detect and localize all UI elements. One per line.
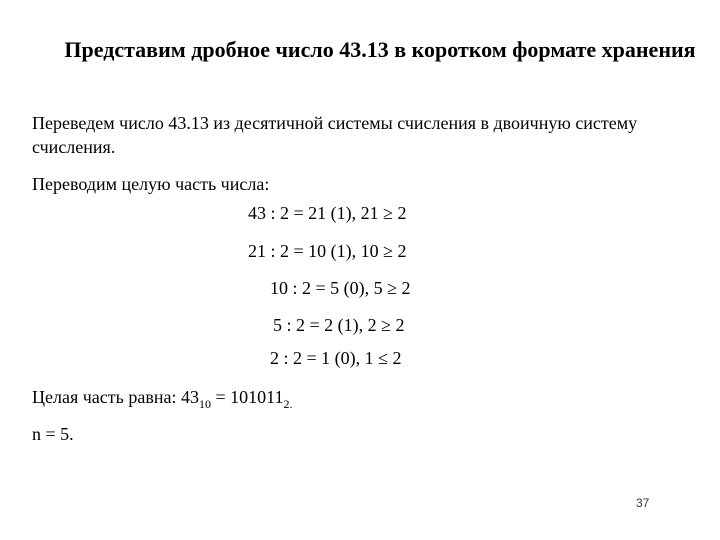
base-two-subscript: 2. (283, 397, 293, 411)
division-step: 21 : 2 = 10 (1), 10 ≥ 2 (248, 241, 407, 261)
division-step: 43 : 2 = 21 (1), 21 ≥ 2 (248, 203, 407, 223)
result-prefix: Целая часть равна: 43 (32, 387, 199, 407)
division-step: 2 : 2 = 1 (0), 1 ≤ 2 (270, 348, 402, 368)
slide-title: Представим дробное число 43.13 в коротком формате хранения (64, 37, 696, 62)
intro-paragraph: Переведем число 43.13 из десятичной системы счисления в двоичную систему счисления. (32, 113, 638, 157)
division-step: 5 : 2 = 2 (1), 2 ≥ 2 (273, 315, 405, 335)
integer-part-heading: Переводим целую часть числа: (32, 174, 270, 194)
result-binary-value: = 101011 (210, 387, 284, 407)
page-number: 37 (636, 496, 650, 510)
integer-result (32, 385, 292, 409)
n-value: n = 5. (32, 424, 74, 444)
base-ten-subscript: 10 (198, 397, 211, 411)
division-step: 10 : 2 = 5 (0), 5 ≥ 2 (270, 278, 411, 298)
